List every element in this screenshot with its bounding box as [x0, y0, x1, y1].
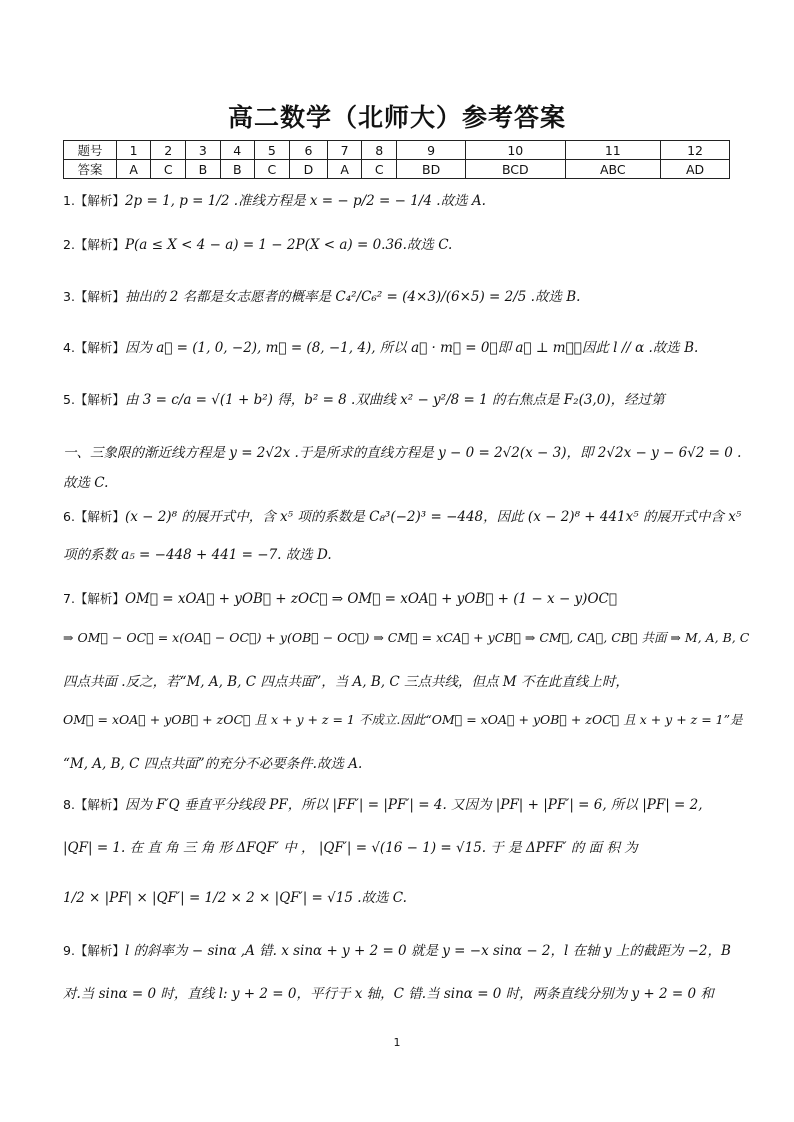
table-cell: 5	[254, 141, 289, 160]
solution-line	[63, 673, 743, 691]
table-row	[64, 141, 730, 160]
solution-line	[63, 288, 743, 306]
table-cell: AD	[661, 160, 730, 179]
solution-text: 一、三象限的渐近线方程是 y = 2√2x .于是所求的直线方程是 y − 0 = 2√2(x − 3)，即 2√2x − y − 6√2 = 0 .	[63, 445, 742, 461]
table-cell: BD	[397, 160, 466, 179]
table-cell: 10	[466, 141, 565, 160]
solution-text: 四点共面 .反之，若“M, A, B, C 四点共面”，当 A, B, C 三点共线，但点 M 不在此直线上时，	[63, 674, 629, 690]
table-row	[64, 160, 730, 179]
table-cell: 答案	[64, 160, 117, 179]
solution-line	[63, 711, 743, 729]
solution-line	[63, 942, 743, 960]
solution-text: ⇒ OM⃗ − OC⃗ = x(OA⃗ − OC⃗) + y(OB⃗ − OC⃗) ⇒ CM⃗ = xCA⃗ + yCB⃗ ⇒ CM⃗, CA⃗, CB⃗ 共面 ⇒ M, A, B, C	[63, 630, 750, 645]
solution-text: 故选 C.	[63, 475, 109, 491]
table-cell: 3	[186, 141, 220, 160]
table-cell: 8	[362, 141, 397, 160]
solution-label: 2.【解析】	[63, 237, 125, 252]
table-cell: ABC	[565, 160, 661, 179]
table-cell: 2	[151, 141, 186, 160]
table-cell: 4	[220, 141, 254, 160]
table-cell: 12	[661, 141, 730, 160]
solution-line	[63, 755, 743, 773]
table-cell: C	[254, 160, 289, 179]
solution-label: 4.【解析】	[63, 340, 125, 355]
solution-line	[63, 546, 743, 564]
solution-text: “M, A, B, C 四点共面”的充分不必要条件.故选 A.	[63, 756, 363, 772]
table-cell: B	[220, 160, 254, 179]
table-cell: 7	[328, 141, 362, 160]
solution-label: 3.【解析】	[63, 289, 125, 304]
answer-table	[63, 140, 730, 179]
solution-label: 7.【解析】	[63, 591, 125, 606]
solution-text: 抽出的 2 名都是女志愿者的概率是 C₄²/C₆² = (4×3)/(6×5) = 2/5 .故选 B.	[124, 289, 581, 305]
solution-line	[63, 508, 743, 526]
solution-text: l 的斜率为 − sinα ,A 错. x sinα + y + 2 = 0 就是 y = −x sinα − 2，l 在轴 y 上的截距为 −2，B	[124, 943, 731, 959]
solution-text: 因为 a⃗ = (1, 0, −2), m⃗ = (8, −1, 4), 所以 a⃗ · m⃗ = 0，即 a⃗ ⊥ m⃗，因此 l // α .故选 B.	[124, 340, 699, 356]
solution-line	[63, 339, 743, 357]
solution-line	[63, 474, 743, 492]
solution-label: 6.【解析】	[63, 509, 125, 524]
solution-line	[63, 391, 743, 409]
solution-line	[63, 889, 743, 907]
solution-label: 9.【解析】	[63, 943, 125, 958]
solution-line	[63, 629, 750, 647]
table-cell: C	[362, 160, 397, 179]
table-cell: C	[151, 160, 186, 179]
solution-text: P(a ≤ X < 4 − a) = 1 − 2P(X < a) = 0.36.故选 C.	[124, 237, 453, 253]
table-cell: BCD	[466, 160, 565, 179]
solution-text: (x − 2)⁸ 的展开式中，含 x⁵ 项的系数是 C₈³(−2)³ = −448，因此 (x − 2)⁸ + 441x⁵ 的展开式中含 x⁵	[124, 509, 742, 525]
solution-text: 1/2 × |PF| × |QF′| = 1/2 × 2 × |QF′| = √15 .故选 C.	[63, 890, 407, 906]
table-cell: A	[117, 160, 151, 179]
table-cell: 1	[117, 141, 151, 160]
solution-text: |QF| = 1. 在 直 角 三 角 形 ΔFQF′ 中 ， |QF′| = √(16 − 1) = √15. 于 是 ΔPFF′ 的 面 积 为	[63, 840, 638, 856]
solution-line	[63, 839, 743, 857]
solution-line	[63, 985, 743, 1003]
solution-text: 项的系数 a₅ = −448 + 441 = −7. 故选 D.	[63, 547, 332, 563]
solution-line	[63, 796, 743, 814]
solution-line	[63, 192, 743, 210]
solution-text: 对.当 sinα = 0 时，直线 l: y + 2 = 0，平行于 x 轴，C 错.当 sinα = 0 时，两条直线分别为 y + 2 = 0 和	[63, 986, 714, 1002]
solution-line	[63, 590, 743, 608]
page-number: 1	[393, 1036, 401, 1049]
solution-text: OM⃗ = xOA⃗ + yOB⃗ + zOC⃗ 且 x + y + z = 1 不成立.因此“OM⃗ = xOA⃗ + yOB⃗ + zOC⃗ 且 x + y + z = 1”是	[63, 712, 743, 727]
solution-label: 1.【解析】	[63, 193, 125, 208]
table-cell: 6	[289, 141, 327, 160]
solution-label: 8.【解析】	[63, 797, 125, 812]
page-title: 高二数学（北师大）参考答案	[227, 103, 566, 132]
table-cell: 题号	[64, 141, 117, 160]
table-cell: 9	[397, 141, 466, 160]
solution-line	[63, 444, 743, 462]
table-cell: 11	[565, 141, 661, 160]
solution-text: OM⃗ = xOA⃗ + yOB⃗ + zOC⃗ ⇒ OM⃗ = xOA⃗ + yOB⃗ + (1 − x − y)OC⃗	[124, 591, 617, 607]
table-cell: D	[289, 160, 327, 179]
table-cell: A	[328, 160, 362, 179]
table-cell: B	[186, 160, 220, 179]
solution-label: 5.【解析】	[63, 392, 125, 407]
solution-line	[63, 236, 743, 254]
solution-text: 由 3 = c/a = √(1 + b²) 得，b² = 8 .双曲线 x² − y²/8 = 1 的右焦点是 F₂(3,0)，经过第	[124, 392, 665, 408]
solution-text: 因为 F′Q 垂直平分线段 PF，所以 |FF′| = |PF′| = 4. 又因为 |PF| + |PF′| = 6, 所以 |PF| = 2,	[124, 797, 703, 813]
solution-text: 2p = 1, p = 1/2 .准线方程是 x = − p/2 = − 1/4 .故选 A.	[124, 193, 486, 209]
